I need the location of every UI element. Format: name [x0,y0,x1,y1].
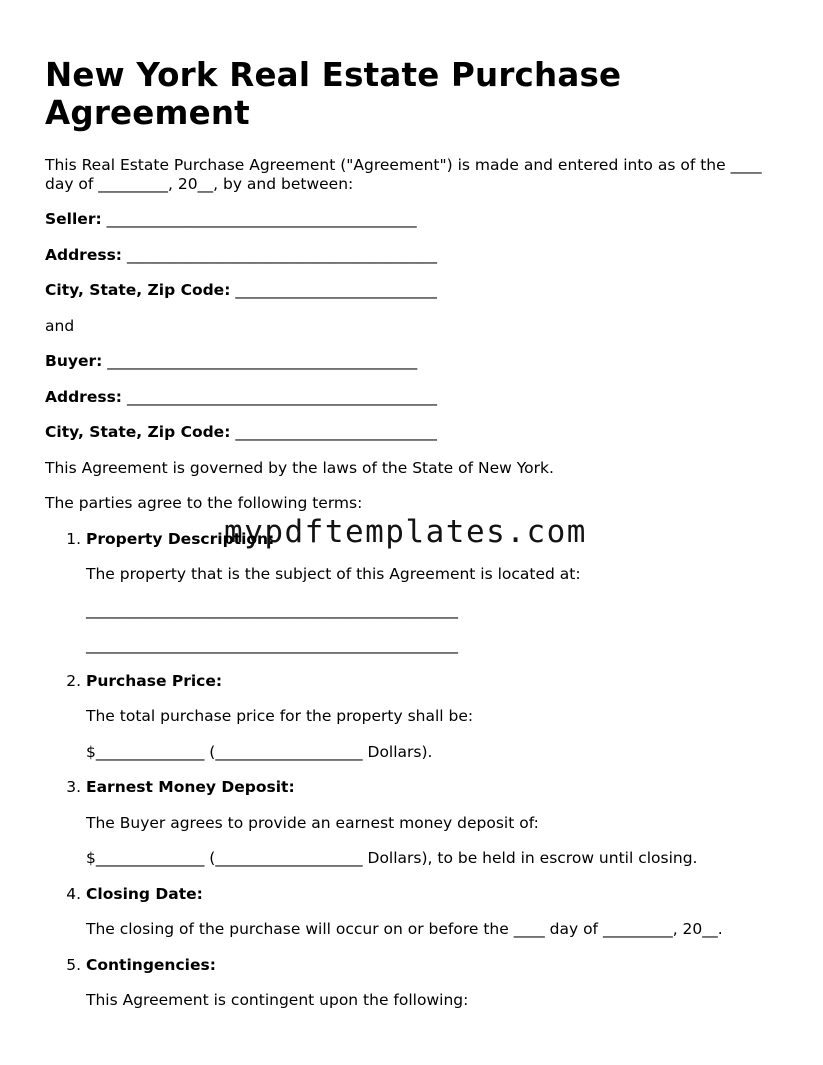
seller-label: Seller: [45,210,102,228]
buyer-blank[interactable]: ________________________________________ [107,352,418,370]
term-item-property-description [86,530,785,656]
term-heading: 1. Property Description: [86,529,275,548]
seller-blank[interactable]: ________________________________________ [106,210,417,228]
term-heading: 4. Closing Date: [86,884,203,903]
buyer-field [45,352,785,371]
seller-city-field [45,281,785,300]
term-heading: 2. Purchase Price: [86,671,223,690]
terms-list [45,530,785,1011]
term-item-purchase-price [86,672,785,762]
seller-city-label: City, State, Zip Code: [45,281,231,299]
purchase-price-amount[interactable]: $______________ (___________________ Dollars). [86,742,433,761]
seller-address-blank[interactable]: ________________________________________ [126,245,437,264]
seller-field [45,210,785,229]
document-page [45,56,785,1027]
term-item-earnest-money [86,778,785,868]
buyer-city-field [45,423,785,442]
and-text: and [45,316,75,335]
buyer-address-field [45,388,785,407]
term-item-contingencies [86,956,785,1011]
seller-address-label: Address: [45,245,122,264]
terms-intro-text: The parties agree to the following terms: [45,494,363,512]
term-body: The Buyer agrees to provide an earnest money deposit of: [86,813,539,832]
term-body: The total purchase price for the property shall be: [86,707,474,725]
term-heading: 5. Contingencies: [86,955,216,974]
seller-city-blank[interactable]: __________________________ [235,281,437,299]
governing-law-text: This Agreement is governed by the laws of the State of New York. [45,458,554,477]
term-heading: 3. Earnest Money Deposit: [86,778,295,796]
seller-address-field [45,246,785,265]
page-title: New York Real Estate Purchase Agreement [45,56,622,132]
buyer-city-label: City, State, Zip Code: [45,423,231,441]
buyer-city-blank[interactable]: __________________________ [235,423,437,441]
term-body: The property that is the subject of this Agreement is located at: [86,565,581,583]
term-body: This Agreement is contingent upon the following: [86,991,469,1009]
buyer-address-blank[interactable]: ________________________________________ [126,387,437,406]
buyer-address-label: Address: [45,387,122,406]
term-item-closing-date [86,885,785,940]
property-address-line-1[interactable]: ________________________________________________ [86,600,458,619]
watermark-text: mypdftemplates.com [224,514,587,550]
closing-date-text[interactable]: The closing of the purchase will occur on or before the ____ day of _________, 20__. [86,920,723,938]
earnest-money-amount[interactable]: $______________ (___________________ Dollars), to be held in escrow until closing. [86,849,698,867]
buyer-label: Buyer: [45,352,103,370]
property-address-line-2[interactable]: ________________________________________________ [86,636,458,654]
intro-paragraph: This Real Estate Purchase Agreement ("Agreement") is made and entered into as of the ____ day of _________, 20__, by and between: [45,156,762,193]
